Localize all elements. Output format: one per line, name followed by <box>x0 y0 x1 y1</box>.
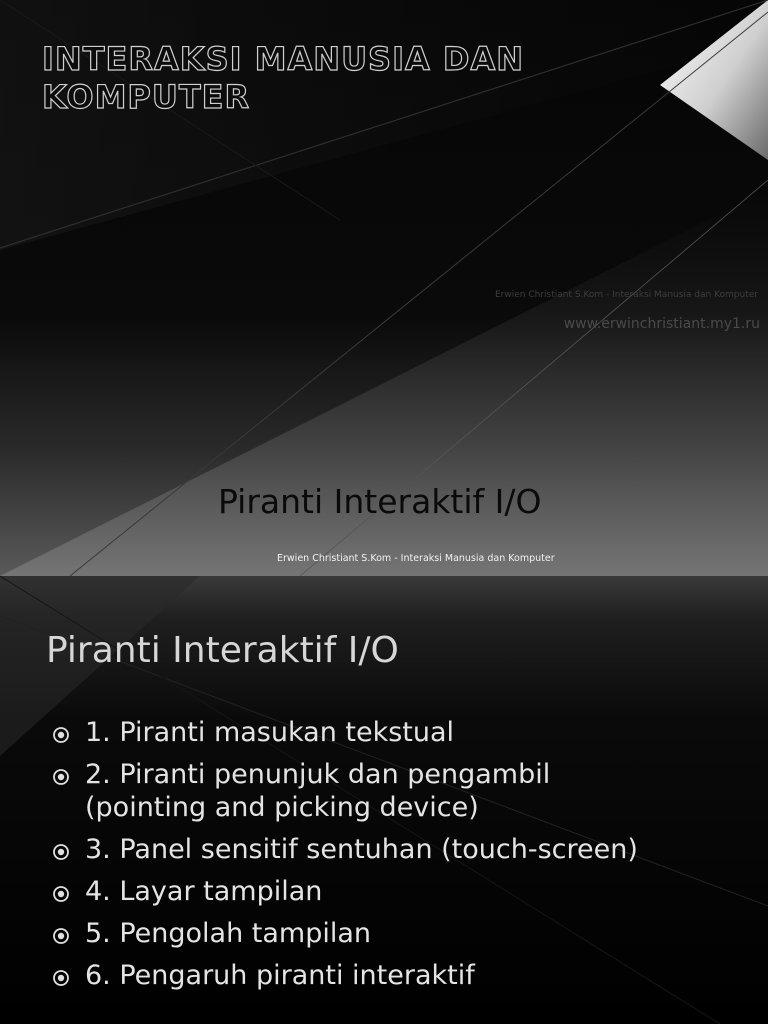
presentation-title: INTERAKSI MANUSIA DAN KOMPUTER <box>42 40 525 116</box>
list-item <box>52 917 752 950</box>
circled-dot-icon <box>52 843 70 861</box>
slide-footer: Erwien Christiant S.Kom - Interaksi Manusia dan Komputer <box>277 553 555 564</box>
list-item-text: 5. Pengolah tampilan <box>85 918 372 949</box>
list-item <box>52 833 752 866</box>
circled-dot-icon <box>52 885 70 903</box>
presentation-subtitle: Piranti Interaktif I/O <box>218 482 542 521</box>
circled-dot-icon <box>52 726 70 744</box>
circled-dot-icon <box>52 969 70 987</box>
slide-title: Piranti Interaktif I/O <box>46 630 399 671</box>
list-item <box>52 959 752 992</box>
list-item <box>52 758 752 824</box>
content-slide <box>0 576 768 1024</box>
list-item-text: 4. Layar tampilan <box>85 876 323 907</box>
list-item-text: 3. Panel sensitif sentuhan (touch-screen) <box>85 834 638 865</box>
list-item-text: 2. Piranti penunjuk dan pengambil (pointing and picking device) <box>85 759 551 823</box>
list-item-text: 1. Piranti masukan tekstual <box>85 717 455 748</box>
list-item-text: 6. Pengaruh piranti interaktif <box>85 960 475 991</box>
watermark-url: www.erwinchristiant.my1.ru <box>563 316 760 332</box>
list-item <box>52 875 752 908</box>
bullet-list <box>52 716 752 1001</box>
list-item <box>52 716 752 749</box>
watermark-author: Erwien Christiant S.Kom - Interaksi Manusia dan Komputer <box>495 290 758 300</box>
circled-dot-icon <box>52 927 70 945</box>
circled-dot-icon <box>52 768 70 786</box>
